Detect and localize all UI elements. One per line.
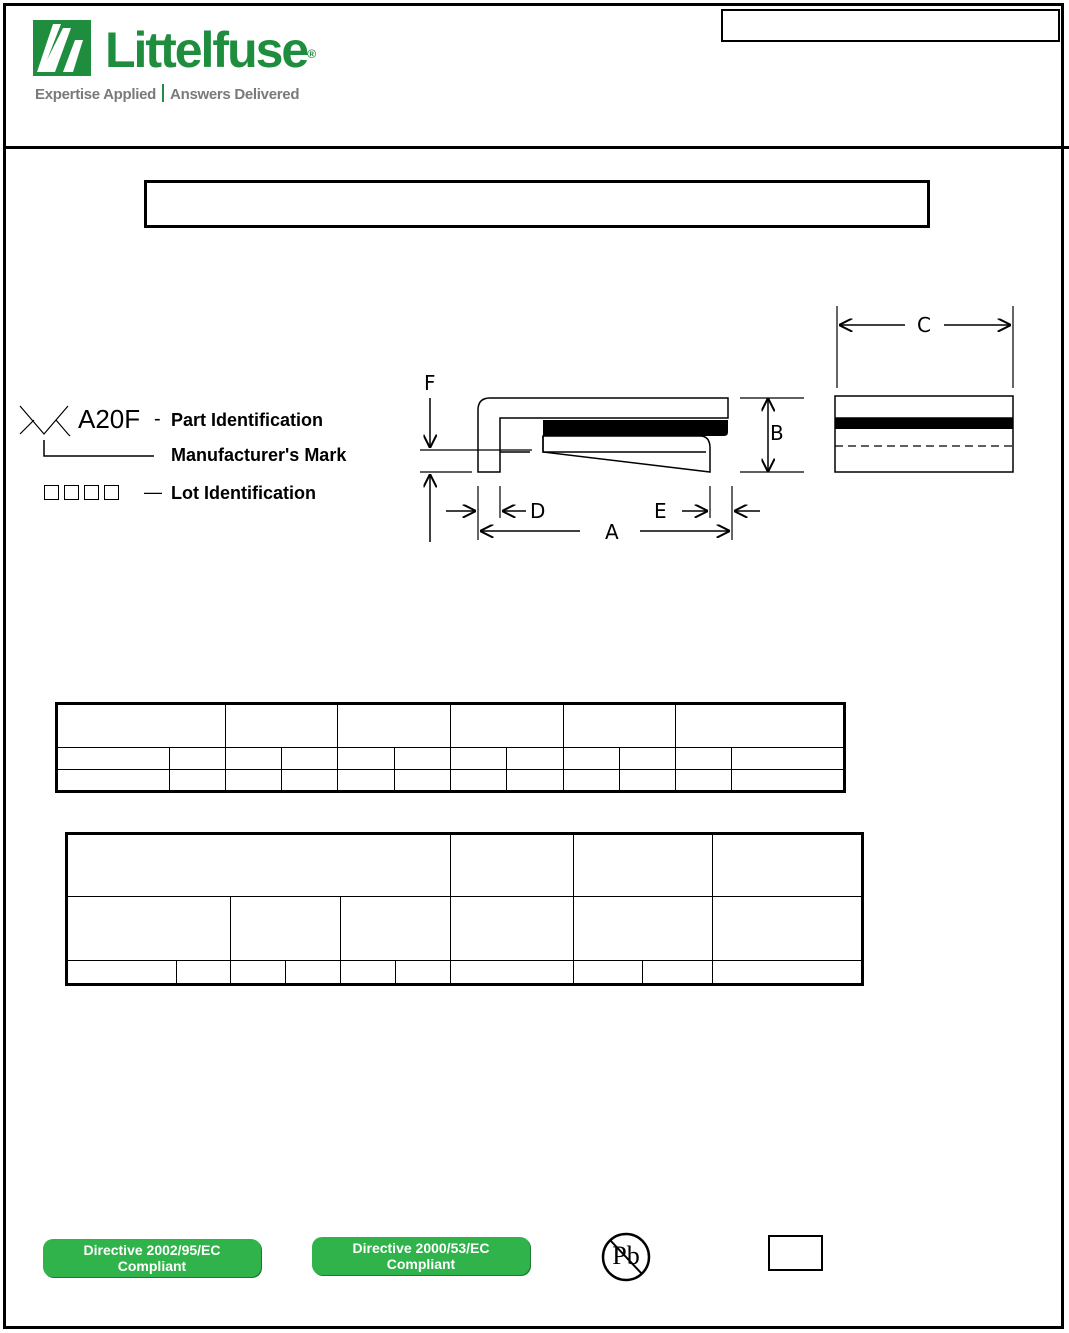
badge2-line1: Directive 2000/53/EC bbox=[352, 1240, 490, 1256]
lead-free-icon bbox=[600, 1231, 652, 1283]
manufacturers-mark-label: Manufacturer's Mark bbox=[171, 445, 347, 465]
rohs-compliance-badge bbox=[43, 1239, 261, 1277]
lead-free-text: Pb bbox=[612, 1241, 640, 1270]
side-view-element bbox=[543, 420, 728, 436]
end-view-body bbox=[835, 396, 1013, 472]
part-code-dash: - bbox=[154, 408, 161, 430]
side-view-bottom-lead bbox=[543, 436, 710, 472]
dimension-table bbox=[55, 702, 846, 793]
dimension-e: E bbox=[654, 499, 667, 523]
lot-dash: — bbox=[144, 482, 162, 502]
dimension-c: C bbox=[917, 313, 931, 337]
badge1-line1: Directive 2002/95/EC bbox=[83, 1242, 221, 1258]
tagline-left: Expertise Applied bbox=[35, 86, 157, 103]
dimension-d: D bbox=[530, 499, 546, 523]
badge2-line2: Compliant bbox=[386, 1256, 456, 1272]
dimension-drawing bbox=[0, 0, 1069, 560]
brand-name: Littelfuse® bbox=[105, 22, 317, 78]
dimension-f: F bbox=[424, 371, 436, 395]
part-code: A20F bbox=[78, 404, 141, 434]
dimension-a: A bbox=[605, 520, 619, 544]
tagline-right: Answers Delivered bbox=[170, 86, 300, 103]
part-identification-label: Part Identification bbox=[171, 410, 324, 430]
elv-compliance-badge bbox=[312, 1237, 530, 1275]
dimension-b: B bbox=[770, 421, 784, 445]
electrical-table bbox=[65, 832, 864, 986]
certification-box bbox=[768, 1235, 823, 1271]
badge1-line2: Compliant bbox=[117, 1258, 187, 1274]
lot-identification-label: Lot Identification bbox=[171, 483, 316, 503]
